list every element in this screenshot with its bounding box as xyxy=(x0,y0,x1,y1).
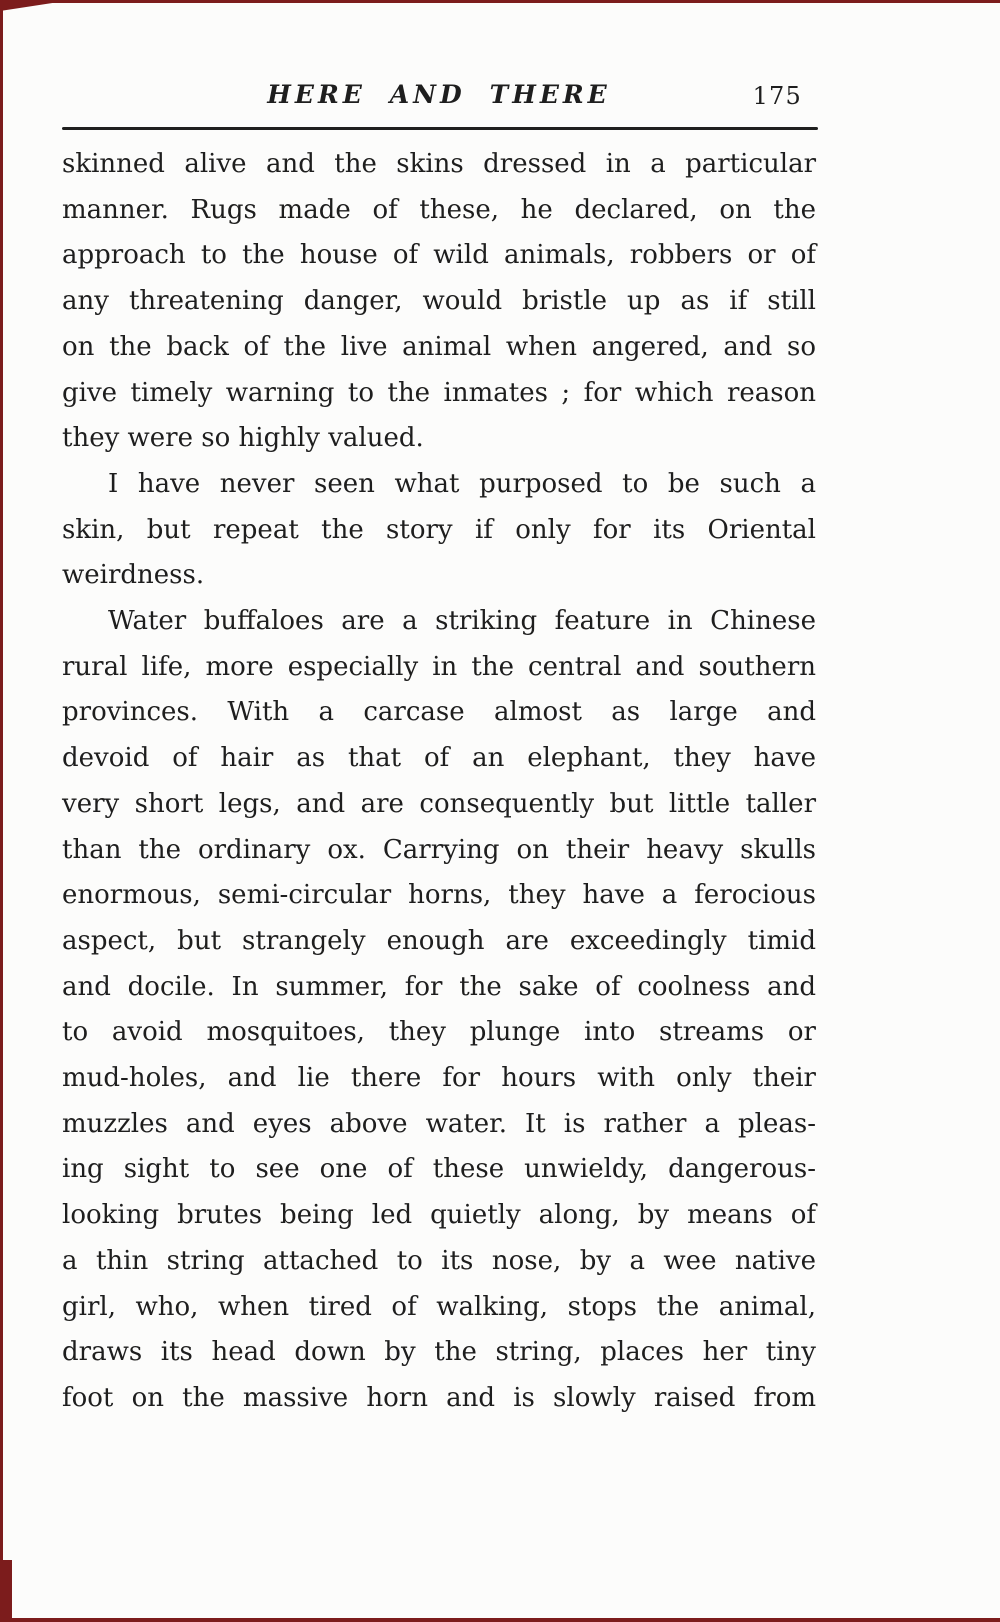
running-head xyxy=(62,80,816,120)
scan-edge-corner-bottom-left xyxy=(0,1560,12,1622)
text-line: to avoid mosquitoes, they plunge into streams or xyxy=(62,1017,816,1048)
text-line: ing sight to see one of these unwieldy, dangerous- xyxy=(62,1154,816,1185)
body-text xyxy=(62,142,816,1422)
text-line: a thin string attached to its nose, by a wee native xyxy=(62,1245,816,1276)
text-line: they were so highly valued. xyxy=(62,423,424,454)
header-rule xyxy=(62,127,818,130)
text-line: draws its head down by the string, places her tiny xyxy=(62,1337,816,1368)
text-line: mud-holes, and lie there for hours with only their xyxy=(62,1063,816,1094)
text-line: weirdness. xyxy=(62,560,205,591)
text-line: looking brutes being led quietly along, by means of xyxy=(62,1200,816,1231)
text-line: than the ordinary ox. Carrying on their heavy skulls xyxy=(62,834,816,865)
text-line: aspect, but strangely enough are exceedingly timid xyxy=(62,925,816,956)
text-line: provinces. With a carcase almost as large and xyxy=(62,697,816,728)
text-line: approach to the house of wild animals, robbers or of xyxy=(62,240,816,271)
page-number: 175 xyxy=(752,82,802,110)
scan-edge-bottom xyxy=(0,1618,1000,1622)
text-line: rural life, more especially in the central and southern xyxy=(62,651,816,682)
text-line: foot on the massive horn and is slowly raised from xyxy=(62,1382,816,1413)
text-line: skinned alive and the skins dressed in a particular xyxy=(62,149,816,179)
text-line: devoid of hair as that of an elephant, they have xyxy=(62,743,816,774)
page-title: HERE AND THERE xyxy=(267,80,611,109)
scan-edge-top xyxy=(0,0,1000,3)
scan-edge-left xyxy=(0,0,3,1622)
text-line: give timely warning to the inmates ; for which reason xyxy=(62,377,816,408)
text-line: enormous, semi-circular horns, they have a ferocious xyxy=(62,880,816,911)
text-line: Water buffaloes are a striking feature in Chinese xyxy=(108,606,816,637)
text-line: muzzles and eyes above water. It is rather a pleas- xyxy=(62,1108,816,1139)
text-line: very short legs, and are consequently but little taller xyxy=(62,788,816,819)
text-line: any threatening danger, would bristle up as if still xyxy=(62,286,816,317)
text-line: girl, who, when tired of walking, stops the animal, xyxy=(62,1291,816,1322)
text-line: skin, but repeat the story if only for its Oriental xyxy=(62,514,816,545)
text-line: I have never seen what purposed to be such a xyxy=(108,468,816,499)
text-line: on the back of the live animal when angered, and so xyxy=(62,331,816,362)
text-line: and docile. In summer, for the sake of coolness and xyxy=(62,971,816,1002)
text-line: manner. Rugs made of these, he declared, on the xyxy=(62,194,816,225)
